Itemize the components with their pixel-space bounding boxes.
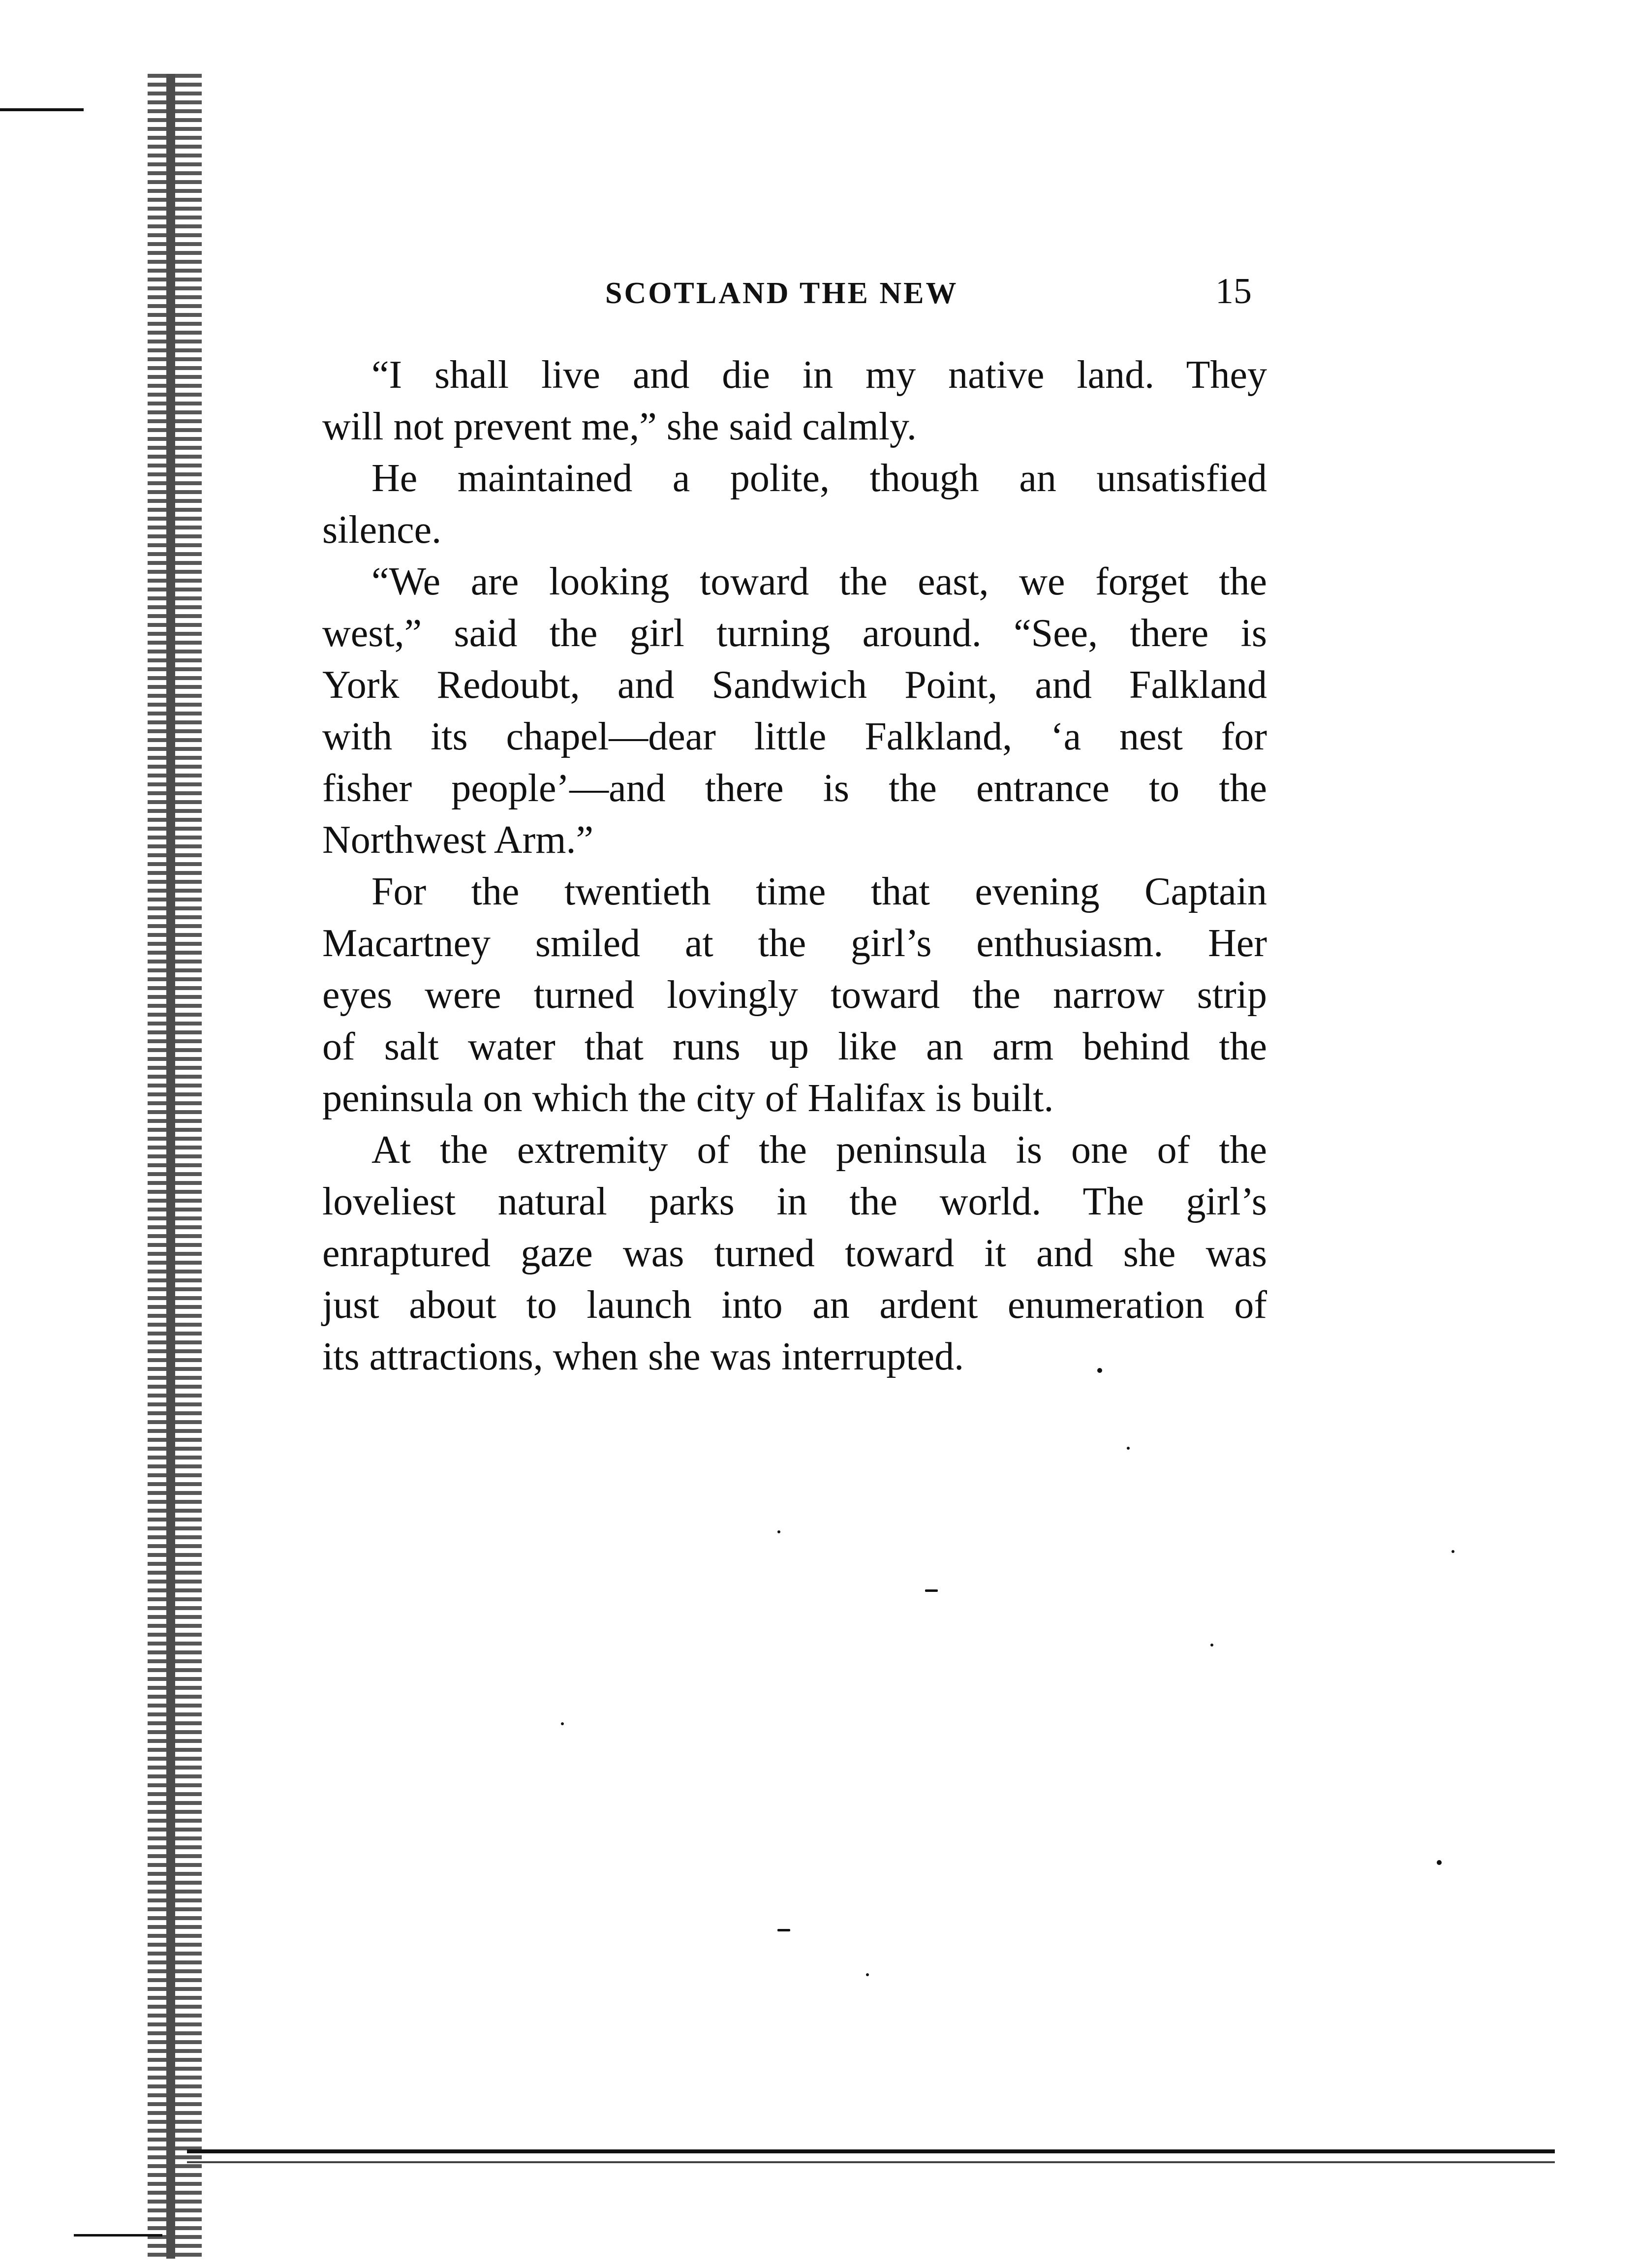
- text-line: At the extremity of the peninsula is one of the: [371, 1128, 1267, 1172]
- ink-speck: [866, 1973, 869, 1976]
- text-line: eyes were turned lovingly toward the narrow strip: [322, 973, 1267, 1017]
- text-line: will not prevent me,” she said calmly.: [322, 405, 917, 448]
- text-line: silence.: [322, 508, 442, 552]
- ink-speck: [1210, 1644, 1213, 1647]
- text-line: He maintained a polite, though an unsatisfied: [371, 457, 1267, 500]
- text-line: “I shall live and die in my native land. They: [371, 353, 1267, 397]
- ink-speck: [1097, 1368, 1102, 1373]
- text-line: of salt water that runs up like an arm behind the: [322, 1025, 1267, 1068]
- bottom-rule: [187, 2149, 1555, 2153]
- text-line: west,” said the girl turning around. “See, there is: [322, 612, 1267, 655]
- text-line: its attractions, when she was interrupted.: [322, 1335, 964, 1378]
- text-line: loveliest natural parks in the world. The girl’s: [322, 1180, 1267, 1223]
- page-text: [322, 349, 1267, 1383]
- left-edge-mark: [0, 108, 84, 111]
- bottom-rule-secondary: [187, 2161, 1555, 2163]
- text-line: For the twentieth time that evening Captain: [371, 870, 1267, 913]
- page-binding-shadow: [148, 74, 202, 2259]
- text-line: just about to launch into an ardent enumeration of: [322, 1283, 1267, 1327]
- text-line: fisher people’—and there is the entrance to the: [322, 767, 1267, 810]
- text-line: “We are looking toward the east, we forget the: [371, 560, 1267, 603]
- text-line: with its chapel—dear little Falkland, ‘a nest for: [322, 715, 1267, 758]
- ink-speck: [925, 1589, 938, 1592]
- ink-speck: [1452, 1550, 1454, 1553]
- text-line: enraptured gaze was turned toward it and she was: [322, 1232, 1267, 1275]
- ink-speck: [777, 1929, 790, 1931]
- text-line: Northwest Arm.”: [322, 818, 594, 862]
- text-line: Macartney smiled at the girl’s enthusiasm. Her: [322, 922, 1267, 965]
- ink-speck: [1437, 1860, 1442, 1865]
- running-title: SCOTLAND THE NEW: [605, 277, 958, 310]
- ink-speck: [777, 1530, 780, 1533]
- text-line: York Redoubt, and Sandwich Point, and Falkland: [322, 663, 1267, 707]
- bottom-left-edge-mark: [74, 2234, 162, 2237]
- ink-speck: [561, 1722, 564, 1725]
- ink-speck: [1127, 1447, 1130, 1450]
- text-line: peninsula on which the city of Halifax is built.: [322, 1077, 1054, 1120]
- page-number: 15: [1215, 271, 1252, 311]
